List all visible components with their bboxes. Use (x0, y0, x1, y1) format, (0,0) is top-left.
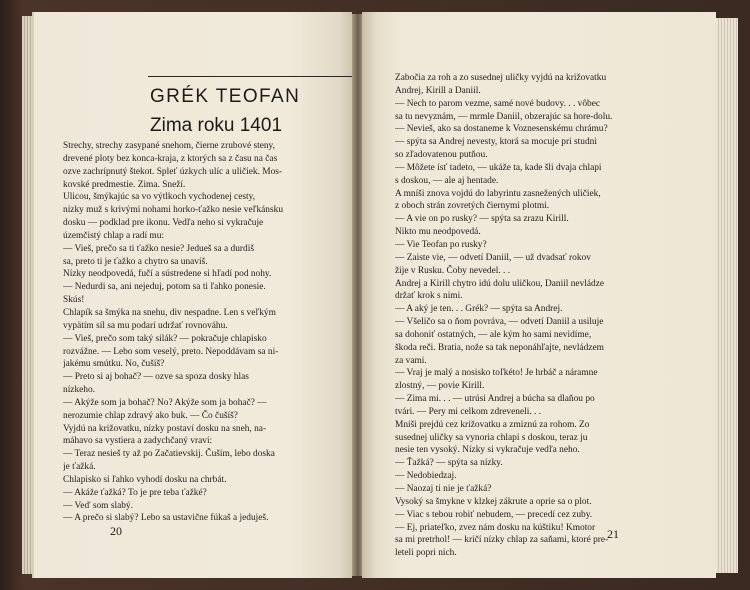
text-line: — Nedurdi sa, ani nejeduj, potom sa ti ľahko ponesie. (63, 282, 266, 293)
text-line: Vysoký sa šmykne v klzkej zákrute a oprie sa o plot. (395, 496, 592, 507)
text-line: nesie ten vysoký. Nízky si vykračuje vedľa neho. (395, 445, 580, 456)
left-page (34, 12, 352, 578)
text-line: zlostný, — povie Kirill. (395, 381, 485, 392)
text-line: leteli popri nich. (395, 548, 457, 559)
text-line: sa dohoniť ostatných, — ale kým ho sami nevidíme, (395, 329, 592, 340)
text-line: kovské predmestie. Zima. Sneží. (63, 179, 186, 190)
text-line: A mníši znova vojdú do labyrintu zasnežených uličiek, (395, 188, 601, 199)
text-line: ozve zachrípnutý štekot. Spleť úzkych ulíc a uličiek. Mos- (63, 166, 283, 177)
text-line: — Viac s tebou robiť nebudem, — precedí cez zuby. (395, 509, 593, 520)
chapter-author: GRÉK TEOFAN (150, 86, 301, 107)
text-line: Zabočia za roh a zo susednej uličky vyjdú na križovatku (395, 73, 607, 83)
text-line: nerozumie chlap zdravý ako buk. — Čo čušíš? (63, 410, 238, 421)
text-line: — A vie on po rusky? — spýta sa zrazu Kirill. (395, 214, 569, 225)
text-line: — Nedobiedzaj. (395, 471, 457, 482)
text-line: — Vie Teofan po rusky? (395, 239, 487, 250)
text-line: Andrej, Kirill a Daniil. (395, 85, 481, 96)
text-line: Chlapisko si ľahko vyhodí dosku na chrbát. (63, 474, 227, 485)
text-line: držať krok s nimi. (395, 291, 463, 302)
text-line: — Všeličo sa o ňom povráva, — odvetí Daniil a usiluje (395, 317, 604, 328)
text-line: tvári. — Pery mi celkom zdreveneli. . . (395, 406, 542, 417)
text-line: Nízky neodpovedá, fučí a sústredene si hľadí pod nohy. (63, 269, 272, 280)
page-number-left: 20 (110, 524, 122, 538)
page-number-right: 21 (607, 527, 619, 541)
text-line: Ulicou, šmýkajúc sa vo výtlkoch vychodenej cesty, (63, 192, 256, 203)
text-line: susednej uličky sa vynoria chlapi s doskou, teraz ju (395, 432, 588, 443)
text-line: — Vieš, prečo som taký silák? — pokračuje chlapisko (63, 333, 267, 344)
text-line: — Veď som slabý. (63, 500, 133, 511)
text-line: — Nech to parom vezme, samé nové budovy. . . vôbec (395, 98, 601, 109)
text-line: — Akýže som ja bohač? No? Akýže som ja bohač? — (63, 397, 267, 408)
left-page-edges (22, 16, 34, 574)
text-line: — Nevieš, ako sa dostaneme k Voznesenskému chrámu? (395, 124, 608, 135)
text-line: Vyjdú na križovatku, nízky postaví dosku na sneh, na- (63, 423, 267, 434)
text-line: Skús! (63, 295, 85, 306)
text-line: — Preto si aj bohač? — ozve sa spoza dosky hlas (63, 372, 249, 383)
right-page-edges (716, 18, 738, 573)
text-line: Chlapík sa šmýka na snehu, div nespadne. Len s veľkým (63, 307, 276, 318)
text-line: žije v Rusku. Čoby nevedel. . . (395, 265, 511, 276)
right-page (362, 12, 716, 578)
right-body-text (395, 72, 683, 560)
text-line: — Vraj je malý a nosisko toľkéto! Je hrbáč a náramne (395, 368, 598, 379)
text-line: nízkeho. (63, 385, 96, 396)
text-line: škoda reči. Bratia, nože sa tak neponáhľajte, nevládzem (395, 342, 604, 353)
text-line: Nikto mu neodpovedá. (395, 227, 481, 238)
text-line: — A prečo si slabý? Lebo sa ustavične fúkaš a jeduješ. (63, 513, 269, 524)
text-line: Mníši prejdú cez križovatku a zmiznú za rohom. Zo (395, 419, 590, 430)
text-line: Andrej a Kirill chytro idú dolu uličkou, Daniil nevládze (395, 278, 605, 289)
text-line: — A aký je ten. . . Grék? — spýta sa Andrej. (395, 304, 563, 315)
text-line: s doskou, — ale aj hentade. (395, 175, 499, 186)
text-line: vypätím síl sa mu podarí udržať rovnováhu. (63, 320, 228, 331)
text-line: — Zima mi. . . — utrúsi Andrej a búcha sa dlaňou po (395, 394, 595, 405)
text-line: územčistý chlap a radí mu: (63, 230, 165, 241)
heading-rule (148, 76, 380, 77)
text-line: máhavo sa vystiera a zadychčaný vraví: (63, 436, 213, 447)
text-line: rozvážne. — Lebo som veselý, preto. Nepoddávam sa ni- (63, 346, 279, 357)
chapter-title: Zima roku 1401 (150, 115, 283, 136)
text-line: — Naozaj ti nie je ťažká? (395, 484, 492, 494)
text-line: — Zaiste vie, — odvetí Daniil, — už dvadsať rokov (395, 252, 591, 263)
text-line: dosku — podklad pre ikonu. Vedľa neho si vykračuje (63, 218, 264, 229)
text-line: — Ťažká? — spýta sa nízky. (395, 458, 503, 469)
text-line: je ťažká. (63, 462, 96, 473)
text-line: drevené ploty bez konca-kraja, z ktorých sa z času na čas (63, 153, 278, 164)
text-line: sa tu nevyznám, — mrmle Daniil, obzerajúc sa hore-dolu. (395, 111, 613, 122)
left-body-text (63, 140, 345, 525)
text-line: — Vieš, prečo sa ti ťažko nesie? Jedueš sa a durdiš (63, 243, 254, 254)
text-line: — Môžete ísť tadeto, — ukáže ta, kade šli dvaja chlapi (395, 162, 602, 173)
text-line: — Akáže ťažká? To je pre teba ťažké? (63, 487, 207, 498)
text-line: — Teraz nesieš ty až po Začatievskij. Čuším, lebo doska (63, 449, 275, 460)
text-line: — Ej, priateľko, zvez nám dosku na kúštiku! Kmotor (395, 522, 596, 533)
text-line: nízky muž s krivými nohami horko-ťažko nesie veľkánsku (63, 205, 284, 216)
text-line: jakému smútku. No, čušíš? (63, 359, 165, 370)
text-line: Strechy, strechy zasypané snehom, čierne zrubové steny, (63, 141, 275, 151)
text-line: sa mi pretrhol! — kričí nízky chlap za saňami, ktoré pre- (395, 535, 609, 546)
text-line: — spýta sa Andrej nevesty, ktorá sa mocuje pri studni (395, 137, 597, 148)
text-line: z oboch strán zovretých čiernymi plotmi. (395, 201, 550, 212)
text-line: sa, preto ti je ťažko a chytro sa unavíš. (63, 256, 208, 267)
text-line: za vami. (395, 355, 427, 366)
text-line: so zľadovatenou putňou. (395, 150, 488, 161)
